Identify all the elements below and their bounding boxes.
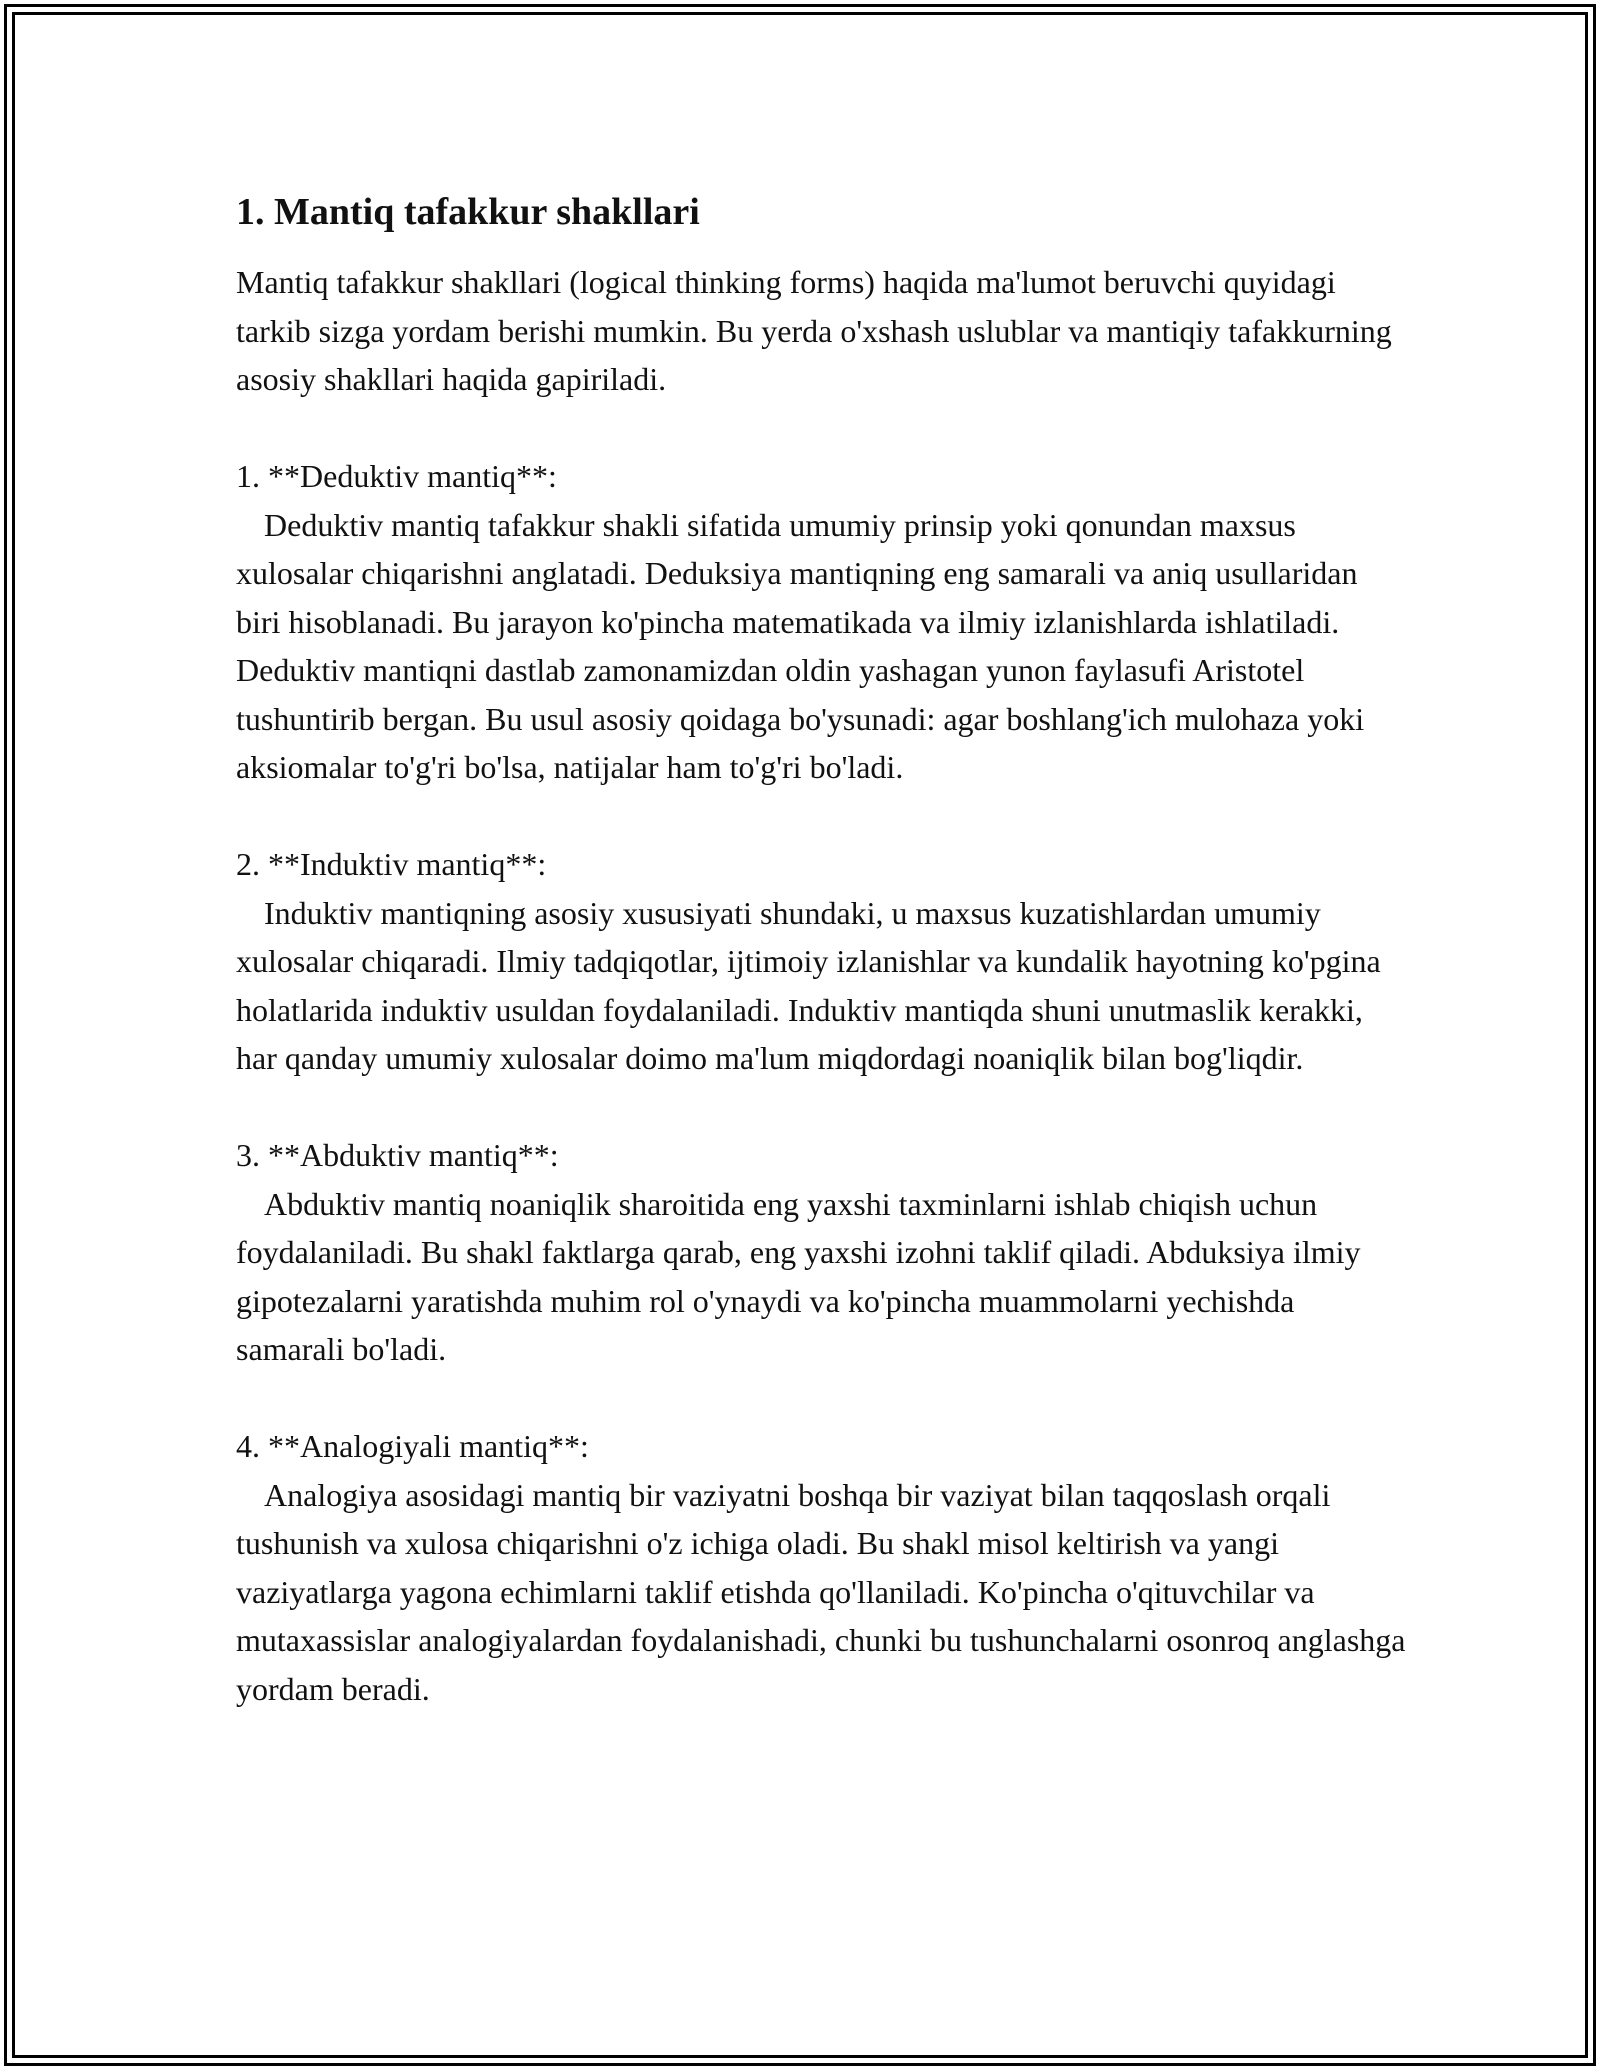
section-inductive <box>236 840 1406 1083</box>
section-analogical <box>236 1422 1406 1713</box>
section-body: Induktiv mantiqning asosiy xususiyati shundaki, u maxsus kuzatishlardan umumiy xulosalar chiqaradi. Ilmiy tadqiqotlar, ijtimoiy izlanishlar va kundalik hayotning ko'pgina holatlarida induktiv usuldan foydalaniladi. Induktiv mantiqda shuni unutmaslik kerakki, har qanday umumiy xulosalar doimo ma'lum miqdordagi noaniqlik bilan bog'liqdir. <box>236 894 1381 1076</box>
section-title: 2. **Induktiv mantiq**: <box>236 846 547 882</box>
section-body: Deduktiv mantiq tafakkur shakli sifatida umumiy prinsip yoki qonundan maxsus xulosalar chiqarishni anglatadi. Deduksiya mantiqning eng samarali va aniq usullaridan biri hisoblanadi. Bu jarayon ko'pincha matematikada va ilmiy izlanishlarda ishlatiladi. Deduktiv mantiqni dastlab zamonamizdan oldin yashagan yunon faylasufi Aristotel tushuntirib bergan. Bu usul asosiy qoidaga bo'ysunadi: agar boshlang'ich mulohaza yoki aksiomalar to'g'ri bo'lsa, natijalar ham to'g'ri bo'ladi. <box>236 506 1365 785</box>
document-content <box>236 186 1406 1713</box>
section-deductive <box>236 452 1406 792</box>
section-title: 4. **Analogiyali mantiq**: <box>236 1428 589 1464</box>
document-heading: 1. Mantiq tafakkur shakllari <box>236 191 700 233</box>
section-abductive <box>236 1131 1406 1374</box>
section-title: 3. **Abduktiv mantiq**: <box>236 1137 559 1173</box>
section-body: Analogiya asosidagi mantiq bir vaziyatni boshqa bir vaziyat bilan taqqoslash orqali tushunish va xulosa chiqarishni o'z ichiga oladi. Bu shakl misol keltirish va yangi vaziyatlarga yagona echimlarni taklif etishda qo'llaniladi. Ko'pincha o'qituvchilar va mutaxassislar analogiyalardan foydalanishadi, chunki bu tushunchalarni osonroq anglashga yordam beradi. <box>236 1476 1406 1707</box>
section-title: 1. **Deduktiv mantiq**: <box>236 458 557 494</box>
intro-paragraph: Mantiq tafakkur shakllari (logical thinking forms) haqida ma'lumot beruvchi quyidagi tarkib sizga yordam berishi mumkin. Bu yerda o'xshash uslublar va mantiqiy tafakkurning asosiy shakllari haqida gapiriladi. <box>236 264 1392 397</box>
section-body: Abduktiv mantiq noaniqlik sharoitida eng yaxshi taxminlarni ishlab chiqish uchun foydalaniladi. Bu shakl faktlarga qarab, eng yaxshi izohni taklif qiladi. Abduksiya ilmiy gipotezalarni yaratishda muhim rol o'ynaydi va ko'pincha muammolarni yechishda samarali bo'ladi. <box>236 1185 1361 1367</box>
